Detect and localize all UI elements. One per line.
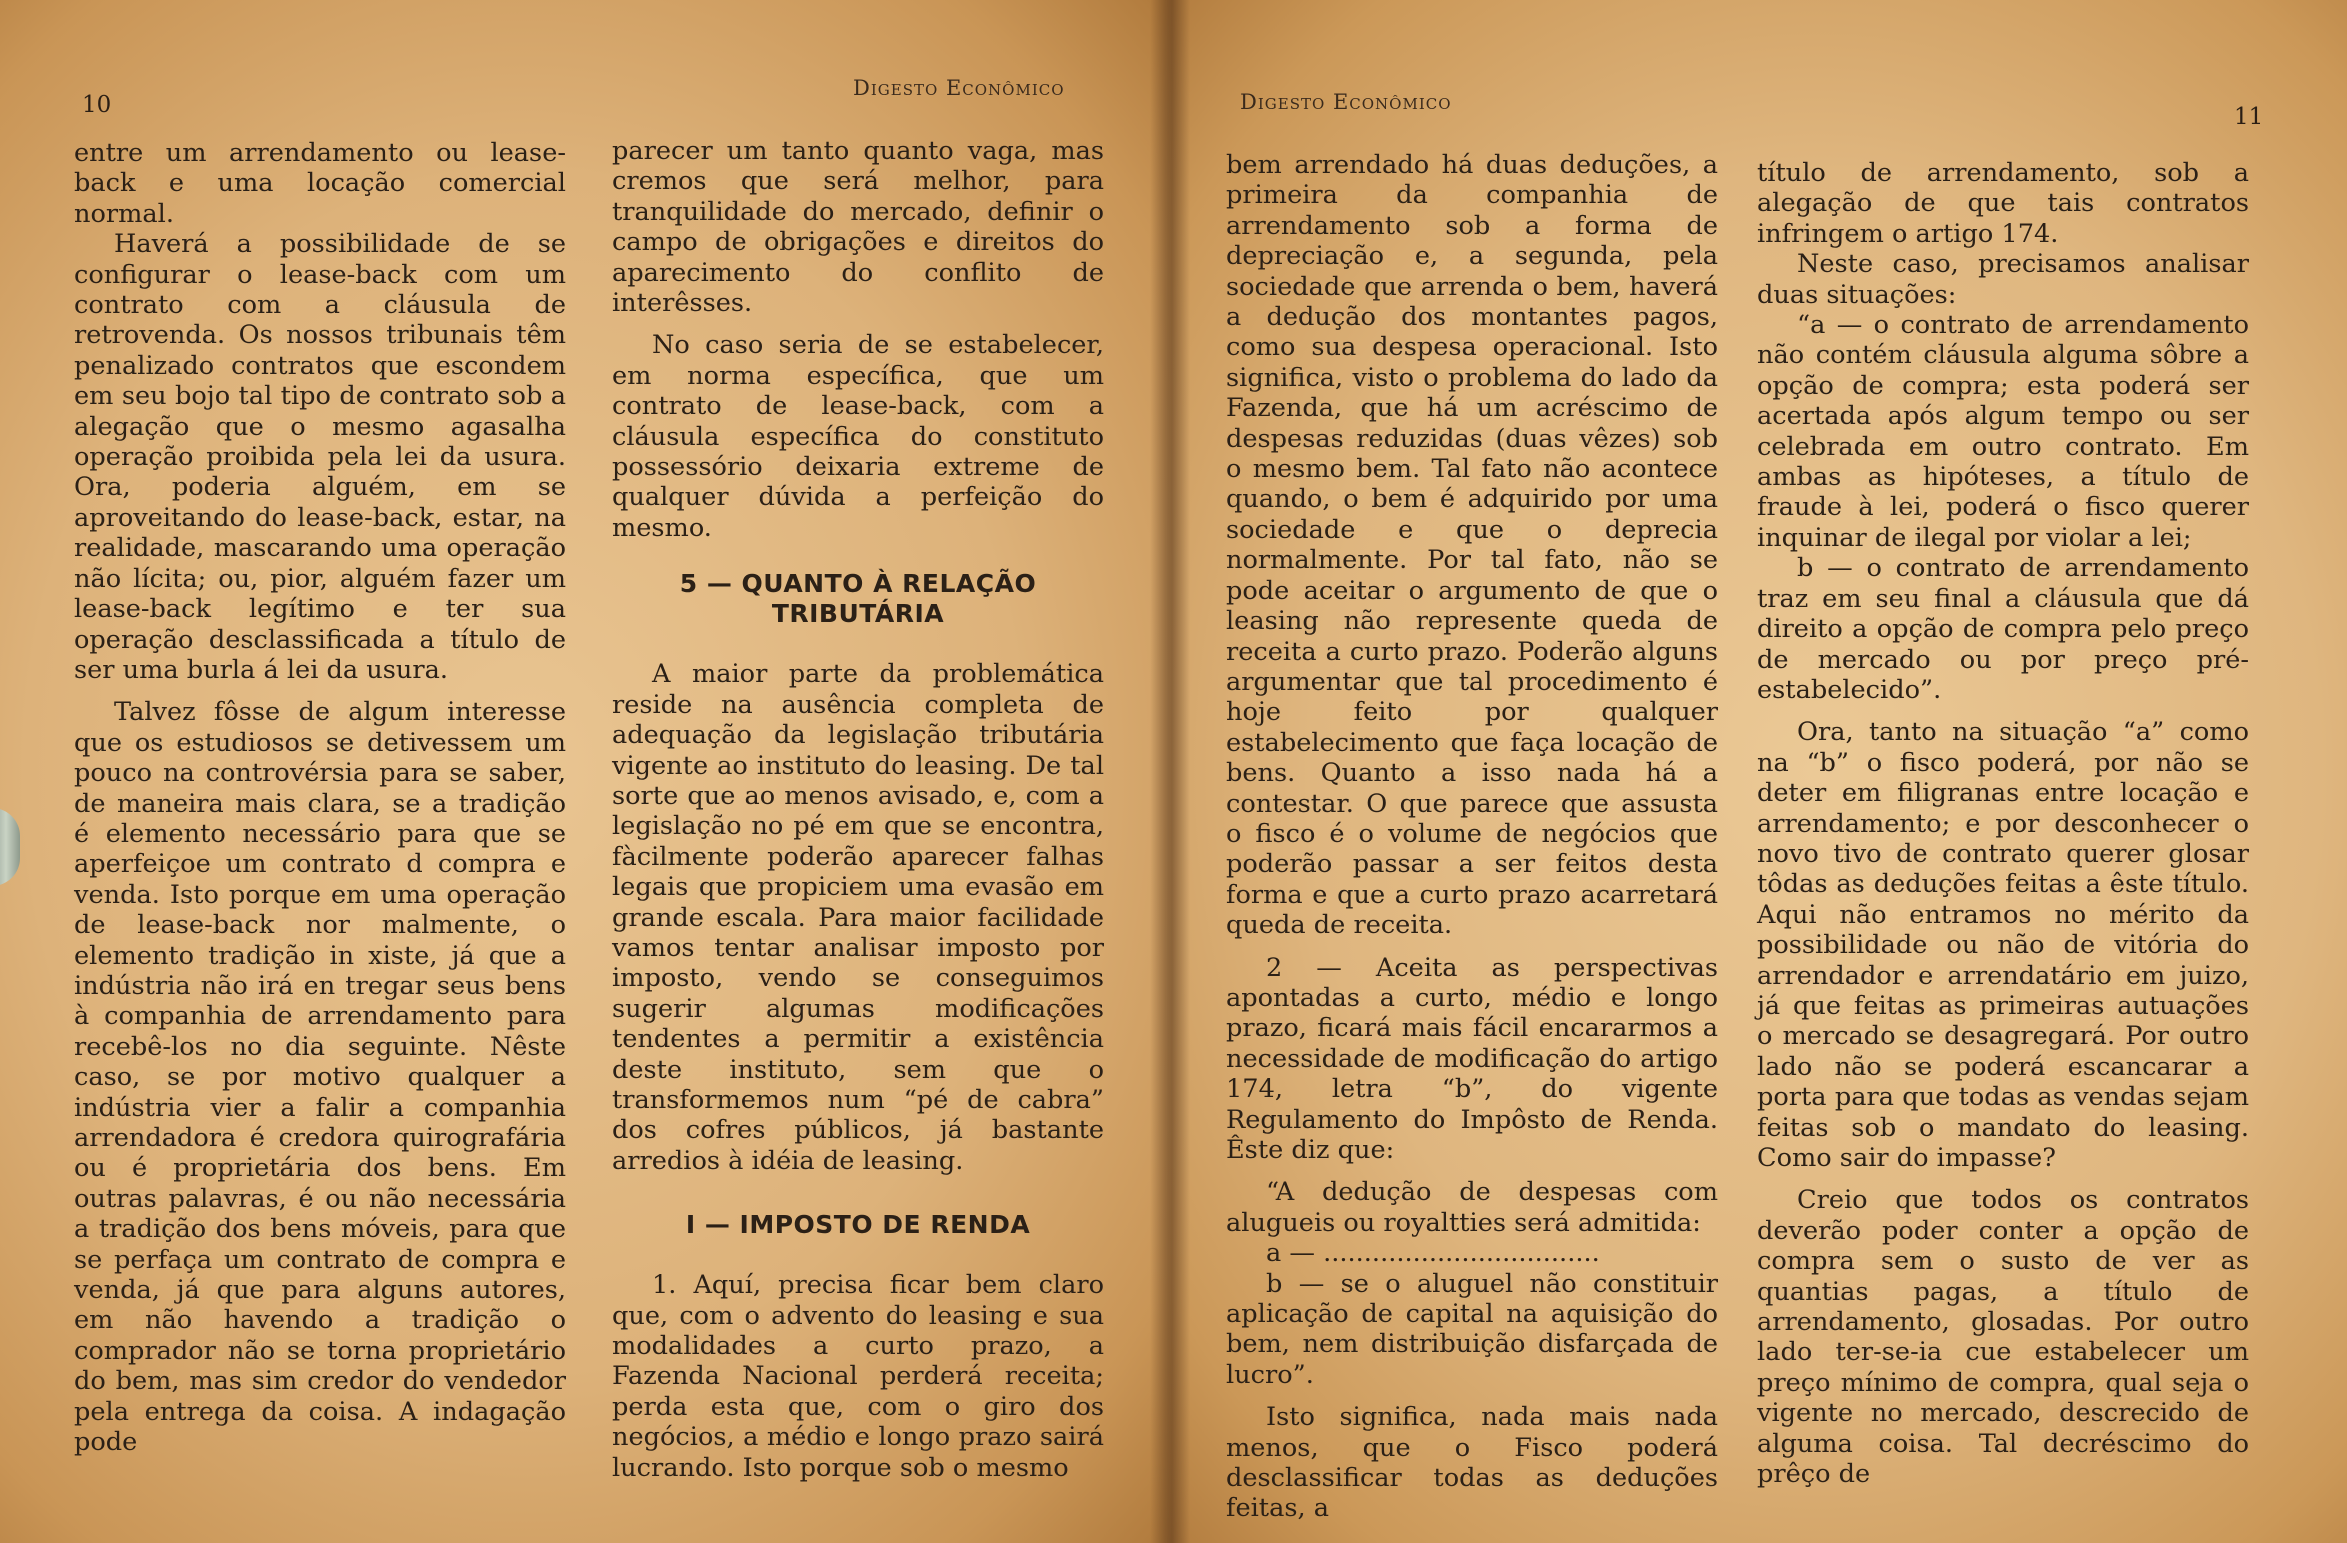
paragraph: “A dedução de despesas com alugueis ou royaltties será admitida:	[1226, 1177, 1718, 1238]
left-page-column-2	[612, 136, 1104, 1483]
running-header-left: Digesto Econômico	[853, 76, 1065, 100]
paragraph: título de arrendamento, sob a alegação de que tais contratos infringem o artigo 174.	[1757, 158, 2249, 249]
paragraph: 1. Aquí, precisa ficar bem claro que, com o advento do leasing e sua modalidades a curto prazo, a Fazenda Nacional perderá receita; perda esta que, com o giro dos negócios, a médio e longo prazo sairá lucrando. Isto porque sob o mesmo	[612, 1270, 1104, 1483]
paragraph: Isto significa, nada mais nada menos, que o Fisco poderá desclassificar todas as deduções feitas, a	[1226, 1402, 1718, 1524]
paragraph: bem arrendado há duas deduções, a primeira da companhia de arrendamento sob a forma de depreciação e, a segunda, pela sociedade que arrenda o bem, haverá a dedução dos montantes pagos, como sua despesa operacional. Isto significa, visto o problema do lado da Fazenda, que há um acréscimo de despesas reduzidas (duas vêzes) sob o mesmo bem. Tal fato não acontece quando, o bem é adquirido por uma sociedade e que o deprecia normalmente. Por tal fato, não se pode aceitar o argumento de que o leasing não represente queda de receita a curto prazo. Poderão alguns argumentar que tal procedimento é hoje feito por qualquer estabelecimento que faça locação de bens. Quanto a isso nada há a contestar. O que parece que assusta o fisco é o volume de negócios que poderão passar a ser feitos desta forma e que a curto prazo acarretará queda de receita.	[1226, 150, 1718, 941]
paragraph: Ora, tanto na situação “a” como na “b” o fisco poderá, por não se deter em filigranas entre locação e arrendamento; e por desconhecer o novo tivo de contrato querer glosar tôdas as deduções feitas a êste título. Aqui não entramos no mérito da possibilidade ou não de vitória do arrendador e arrendatário em juizo, já que feitas as primeiras autuações o mercado se desagregará. Por outro lado não se poderá escancarar a porta para que todas as vendas sejam feitas sob o mandato do leasing. Como sair do impasse?	[1757, 717, 2249, 1173]
paragraph: a — ..................................	[1266, 1238, 1600, 1269]
running-header-right: Digesto Econômico	[1240, 90, 1452, 114]
right-page	[1166, 0, 2347, 1543]
paragraph: b — se o aluguel não constituir aplicação de capital na aquisição do bem, nem distribuição disfarçada de lucro”.	[1226, 1268, 1718, 1390]
section-heading-tributaria: 5 — QUANTO À RELAÇÃO TRIBUTÁRIA	[679, 569, 1037, 629]
left-page	[0, 0, 1166, 1543]
paragraph: Neste caso, precisamos analisar duas situações:	[1757, 249, 2249, 310]
paragraph: “a — o contrato de arrendamento não contém cláusula alguma sôbre a opção de compra; esta poderá ser acertada após algum tempo ou ser celebrada em outro contrato. Em ambas as hipóteses, a título de fraude à lei, poderá o fisco querer inquinar de ilegal por violar a lei;	[1757, 310, 2249, 553]
paragraph: Talvez fôsse de algum interesse que os estudiosos se detivessem um pouco na controvérsia para se saber, de maneira mais clara, se a tradição é elemento necessário para que se aperfeiçoe um contrato d compra e venda. Isto porque em uma operação de lease-back nor malmente, o elemento tradição in xiste, já que a indústria não irá en tregar seus bens à companhia de arrendamento para recebê-los no dia seguinte. Nêste caso, se por motivo qualquer a indústria vier a falir a companhia arrendadora é credora quirografária ou é proprietária dos bens. Em outras palavras, é ou não necessária a tradição dos bens móveis, para que se perfaça um contrato de compra e venda, já que para alguns autores, em não havendo a tradição o comprador não se torna proprietário do bem, mas sim credor do vendedor pela entrega da coisa. A indagação pode	[74, 697, 566, 1458]
page-number-left: 10	[82, 92, 112, 118]
page-number-right: 11	[2234, 104, 2264, 130]
paragraph: No caso seria de se estabelecer, em norma específica, que um contrato de lease-back, com a cláusula específica do constituto possessório deixaria extreme de qualquer dúvida a perfeição do mesmo.	[612, 330, 1104, 543]
paragraph: Haverá a possibilidade de se configurar o lease-back com um contrato com a cláusula de retrovenda. Os nossos tribunais têm penalizado contratos que escondem em seu bojo tal tipo de contrato sob a alegação que o mesmo agasalha operação proibida pela lei da usura. Ora, poderia alguém, em se aproveitando do lease-back, estar, na realidade, mascarando uma operação não lícita; ou, pior, alguém fazer um lease-back legítimo e ter sua operação desclassificada a título de ser uma burla á lei da usura.	[74, 229, 566, 685]
right-page-column-1	[1226, 150, 1718, 1524]
paragraph: A maior parte da problemática reside na ausência completa de adequação da legislação tributária vigente ao instituto do leasing. De tal sorte que ao menos avisado, e, com a legislação no pé em que se encontra, fàcilmente poderão aparecer falhas legais que propiciem uma evasão em grande escala. Para maior facilidade vamos tentar analisar imposto por imposto, vendo se conseguimos sugerir algumas modificações tendentes a permitir a existência deste instituto, sem que o transformemos num “pé de cabra” dos cofres públicos, já bastante arredios à idéia de leasing.	[612, 659, 1104, 1176]
paragraph: entre um arrendamento ou lease-back e uma locação comercial normal.	[74, 138, 566, 229]
paragraph: parecer um tanto quanto vaga, mas cremos que será melhor, para tranquilidade do mercado, definir o campo de obrigações e direitos do aparecimento do conflito de interêsses.	[612, 136, 1104, 319]
left-page-column-1	[74, 138, 566, 1457]
paragraph: 2 — Aceita as perspectivas apontadas a curto, médio e longo prazo, ficará mais fácil encararmos a necessidade de modificação do artigo 174, letra “b”, do vigente Regulamento do Impôsto de Renda. Êste diz que:	[1226, 952, 1718, 1165]
paragraph: b — o contrato de arrendamento traz em seu final a cláusula que dá direito a opção de compra pelo preço de mercado ou por preço pré-estabelecido”.	[1757, 553, 2249, 705]
paragraph: Creio que todos os contratos deverão poder conter a opção de compra sem o susto de ver as quantias pagas, a título de arrendamento, glosadas. Por outro lado ter-se-ia cue estabelecer um preço mínimo de compra, qual seja o vigente no mercado, descrecido de alguma coisa. Tal decréscimo do prêço de	[1757, 1185, 2249, 1490]
paper-clip-mark	[0, 808, 20, 886]
right-page-column-2	[1757, 158, 2249, 1489]
section-heading-imposto-de-renda: I — IMPOSTO DE RENDA	[685, 1210, 1031, 1240]
